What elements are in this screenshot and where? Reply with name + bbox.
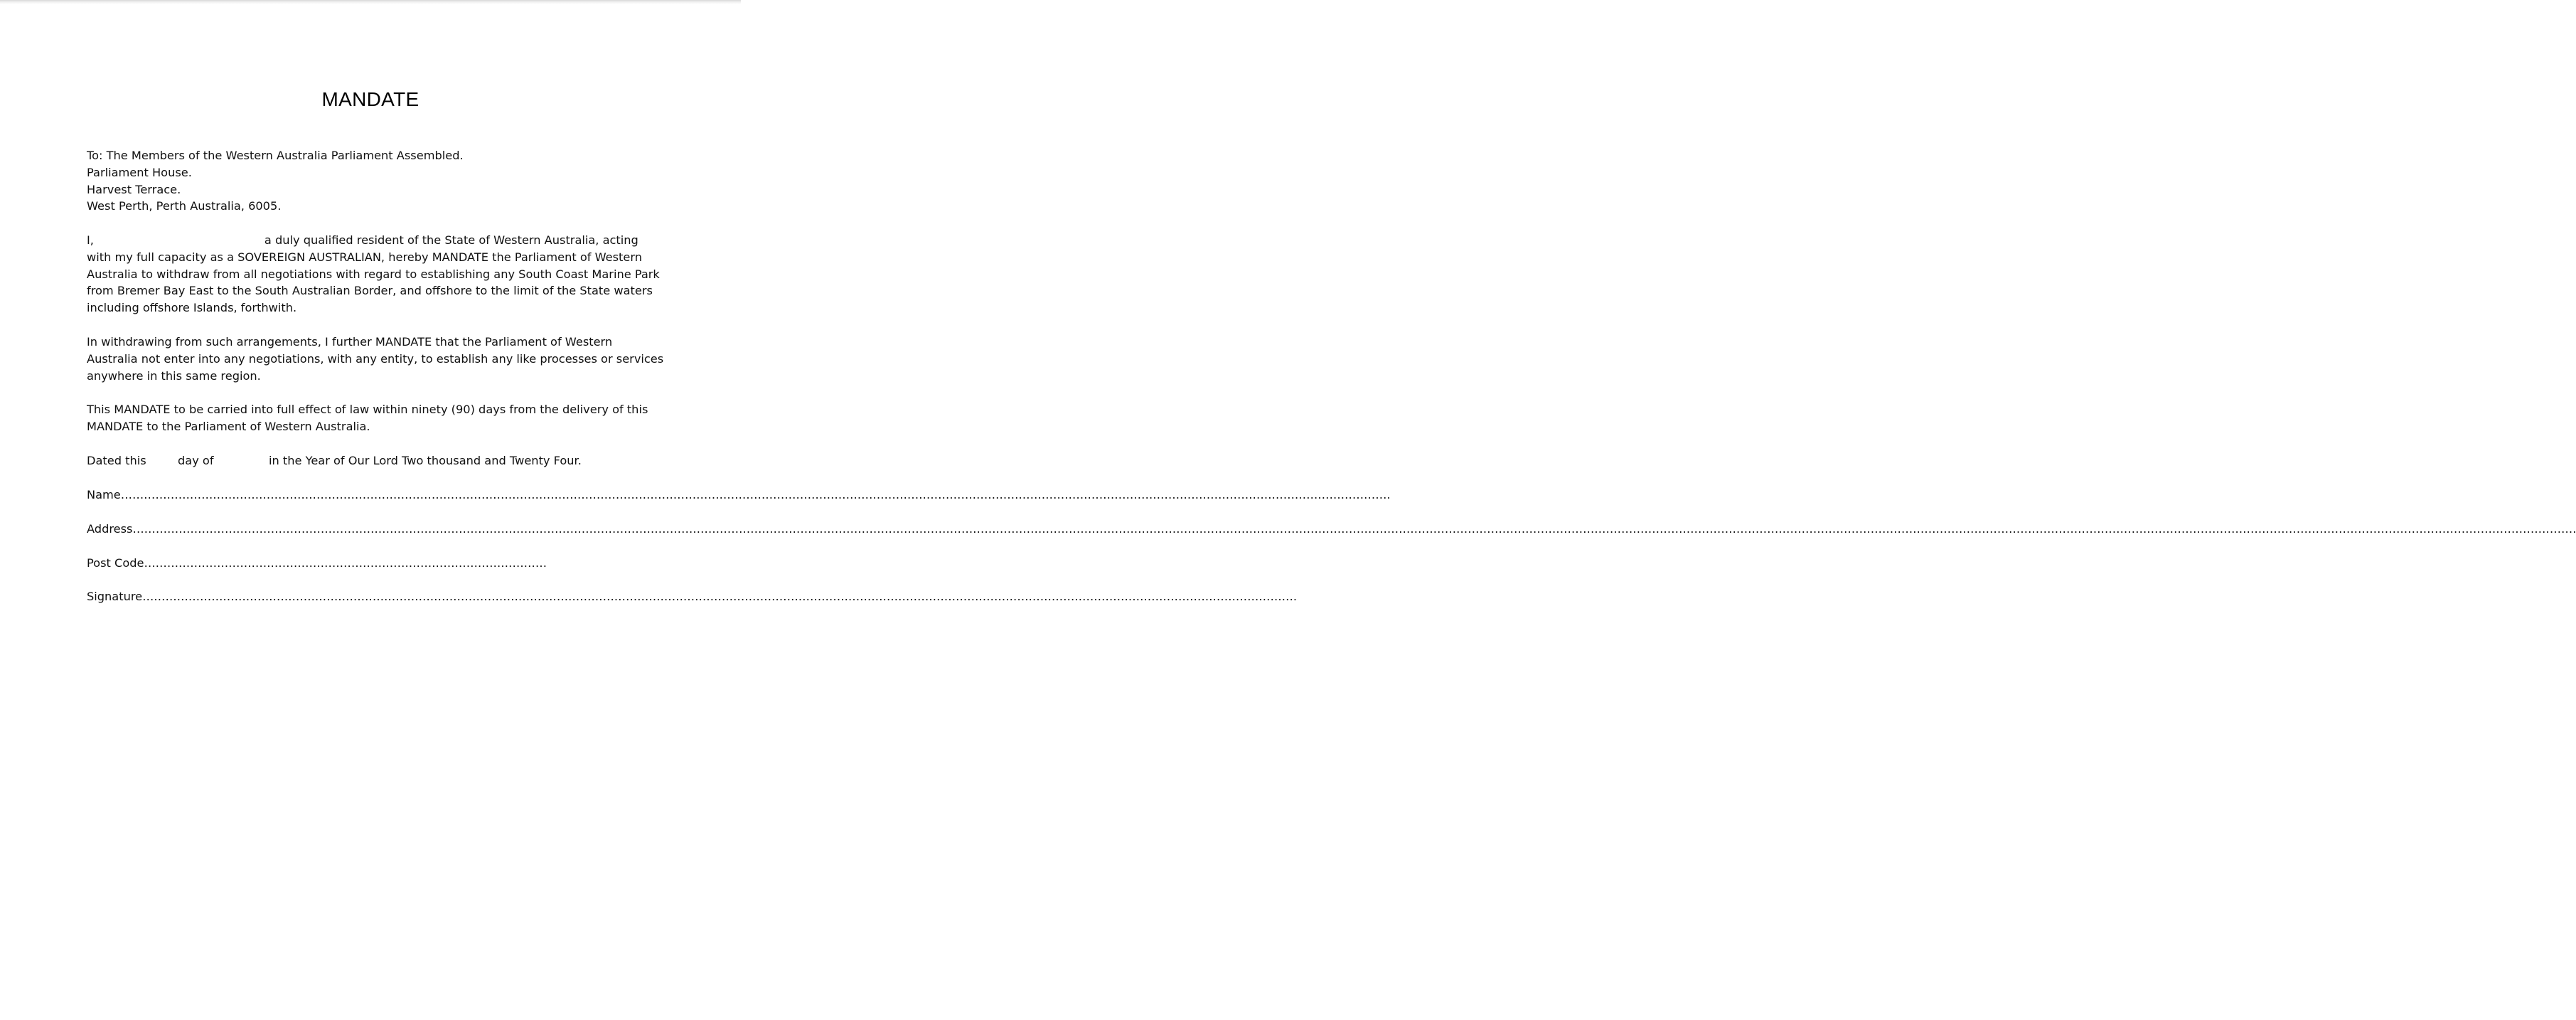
day-of-label: day of [178, 454, 214, 467]
paragraph-line: In withdrawing from such arrangements, I further MANDATE that the Parliament of Western [87, 335, 613, 349]
address-line: Parliament House. [87, 165, 192, 179]
resident-clause: a duly qualified resident of the State of Western Australia, acting [264, 233, 638, 247]
address-field-line: Address……………………………………………………………………………………………………………………………………………………………………………………………………………………………………………………………………………………………………………………………………………………………………………………………………………………………………………………………………………………………………………………………………………………………………………………. [87, 522, 2576, 536]
dated-this-label: Dated this [87, 454, 146, 467]
paragraph-line [87, 232, 656, 249]
paragraph-line: including offshore Islands, forthwith. [87, 301, 297, 315]
page-title: MANDATE [321, 88, 419, 110]
mandate-paragraph-3 [87, 401, 656, 435]
address-line: To: The Members of the Western Australia Parliament Assembled. [87, 149, 464, 162]
recipient-address [87, 147, 656, 215]
mandate-paragraph-1 [87, 232, 660, 317]
address-line: Harvest Terrace. [87, 182, 181, 196]
address-line: West Perth, Perth Australia, 6005. [87, 199, 282, 213]
post-code-field-line: Post Code…………………………………………………………………………………………… [87, 556, 547, 570]
name-field-line: Name……………………………………………………………………………………………………………………………………………………………………………………………………………………………………………………………………………………………………. [87, 488, 1391, 501]
paragraph-line: MANDATE to the Parliament of Western Australia. [87, 419, 370, 433]
signature-field-line: Signature…………………………………………………………………………………………………………………………………………………………………………………………………………………………………………………………………………. [87, 590, 1297, 603]
paragraph-line: anywhere in this same region. [87, 368, 261, 383]
mandate-paragraph-2 [87, 334, 664, 384]
dated-line [87, 452, 656, 469]
paragraph-line: from Bremer Bay East to the South Australian Border, and offshore to the limit of the State waters [87, 284, 653, 298]
paragraph-line: This MANDATE to be carried into full effect of law within ninety (90) days from the delivery of this [87, 403, 648, 416]
paragraph-line: with my full capacity as a SOVEREIGN AUSTRALIAN, hereby MANDATE the Parliament of Western [87, 250, 642, 264]
paragraph-line: Australia not enter into any negotiations, with any entity, to establish any like processes or services [87, 351, 664, 366]
resident-lead: I, [87, 233, 94, 247]
paragraph-line: Australia to withdraw from all negotiations with regard to establishing any South Coast Marine Park [87, 267, 660, 281]
year-clause: in the Year of Our Lord Two thousand and Twenty Four. [269, 454, 582, 467]
